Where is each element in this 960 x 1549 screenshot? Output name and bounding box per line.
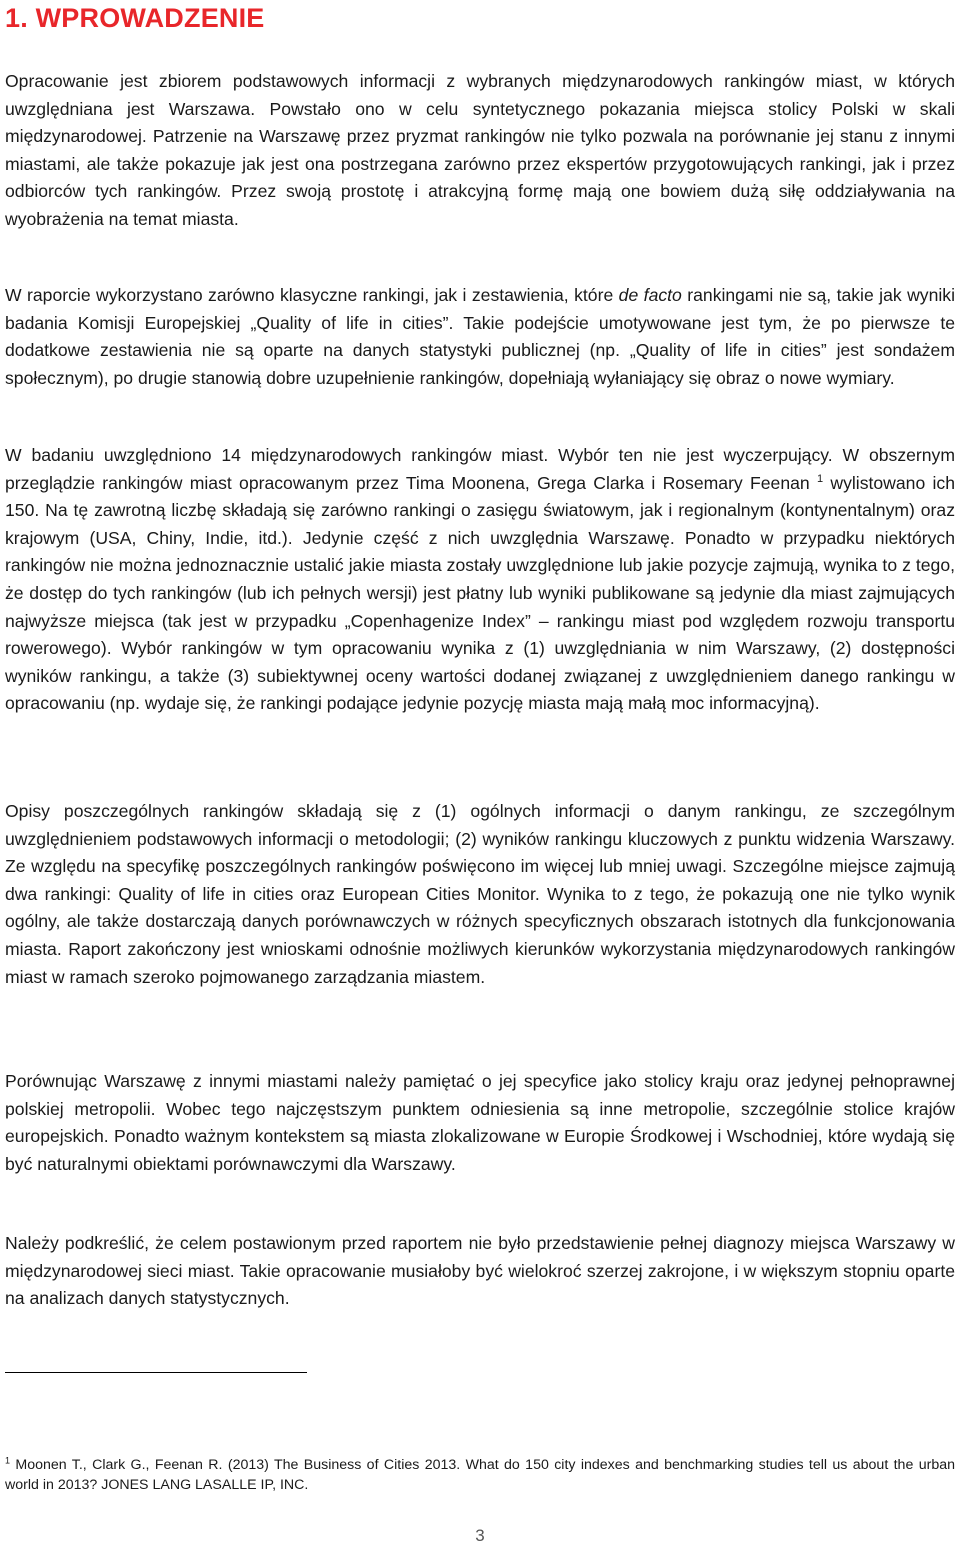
paragraph-text: Należy podkreślić, że celem postawionym przed raportem nie było przedstawienie pełnej diagnozy miejsca Warszawy w międzynarodowej sieci miast. Takie opracowanie musiałoby być wielokroć szerzej zakrojone, i w większym stopniu oparte na analizach danych statystycznych. bbox=[5, 1233, 955, 1309]
paragraph-text: Opisy poszczególnych rankingów składają się z (1) ogólnych informacji o danym rankingu, ze szczególnym uwzględnieniem podstawowych informacji o metodologii; (2) wyników rankingu kluczowych z punktu widzenia Warszawy. Ze względu na specyfikę poszczególnych rankingów poświęcono im więcej lub mniej uwagi. Szczególne miejsce zajmują dwa rankingi: Quality of life in cities oraz European Cities Monitor. Wynika to z tego, że pokazują one nie tylko wynik ogólny, ale także dostarczają danych porównawczych w różnych specyficznych obszarach istotnych dla funkcjonowania miasta. Raport zakończony jest wnioskami odnośnie możliwych kierunków wykorzystania międzynarodowych rankingów miast w ramach szeroko pojmowanego zarządzania miastem. bbox=[5, 801, 955, 987]
paragraph-selection bbox=[5, 442, 955, 718]
paragraph-text-part: rankingami nie są, takie jak wyniki badania Komisji Europejskiej „Quality of life in cities”. Takie podejście umotywowane jest tym, że po pierwsze te dodatkowe zestawienia nie są oparte na danych statystyki publicznej (np. „Quality of life in cities” jest sondażem społecznym), po drugie stanowią dobre uzupełnienie rankingów, dopełniają wyłaniający się obraz o nowe wymiary. bbox=[5, 285, 955, 388]
paragraph-text-part: wylistowano ich 150. Na tę zawrotną liczbę składają się zarówno rankingi o zasięgu światowym, jak i regionalnym (kontynentalnym) oraz krajowym (USA, Chiny, Indie, itd.). Jedynie część z nich uwzględnia Warszawę. Ponadto w przypadku niektórych rankingów nie można jednoznacznie ustalić jakie miasta zostały uwzględnione lub jakie pozycje zajmują, wynika to z tego, że dostęp do tych rankingów (lub ich pełnych wersji) jest płatny lub wyniki publikowane są jedynie dla miast zajmujących najwyższe miejsca (tak jest w przypadku „Copenhagenize Index” – rankingu miast pod względem rozwoju transportu rowerowego). Wybór rankingów w tym opracowaniu wynika z (1) uwzględniania w nim Warszawy, (2) dostępności wyników rankingu, a także (3) subiektywnej oceny wartości dodanej związanej z uwzględnieniem danego rankingu w opracowaniu (np. wydaje się, że rankingi podające jedynie pozycję miasta mają małą moc informacyjną). bbox=[5, 472, 955, 714]
paragraph-intro bbox=[5, 68, 955, 234]
paragraph-text bbox=[5, 282, 955, 392]
footnote-number: 1 bbox=[5, 1455, 11, 1466]
paragraph-text-part: W raporcie wykorzystano zarówno klasyczne rankingi, jak i zestawienia, które bbox=[5, 285, 619, 305]
footnote-reference[interactable]: 1 bbox=[816, 472, 824, 485]
paragraph-text-part: W badaniu uwzględniono 14 międzynarodowych rankingów miast. Wybór ten nie jest wyczerpujący. W obszernym przeglądzie rankingów miast opracowanym przez Tima Moonena, Grega Clarka i Rosemary Feenan bbox=[5, 445, 955, 493]
italic-term: de facto bbox=[618, 285, 682, 305]
section-heading: 1. WPROWADZENIE bbox=[5, 3, 265, 33]
paragraph-text bbox=[5, 442, 955, 718]
footnote-text bbox=[5, 1456, 955, 1495]
footnote-divider bbox=[5, 1372, 307, 1373]
footnote bbox=[5, 1456, 955, 1495]
paragraph-text: Porównując Warszawę z innymi miastami należy pamiętać o jej specyfice jako stolicy kraju oraz jedynej pełnoprawnej polskiej metropolii. Wobec tego najczęstszym punktem odniesienia są inne metropolie, szczególnie stolice krajów europejskich. Ponadto ważnym kontekstem są miasta zlokalizowane w Europie Środkowej i Wschodniej, które wydają się być naturalnymi obiektami porównawczymi dla Warszawy. bbox=[5, 1071, 955, 1174]
paragraph-comparison bbox=[5, 1068, 955, 1178]
paragraph-methodology bbox=[5, 282, 955, 392]
paragraph-scope bbox=[5, 1230, 955, 1313]
paragraph-descriptions bbox=[5, 798, 955, 991]
footnote-citation: Moonen T., Clark G., Feenan R. (2013) The Business of Cities 2013. What do 150 city indexes and benchmarking studies tell us about the urban world in 2013? JONES LANG LASALLE IP, INC. bbox=[5, 1457, 955, 1493]
paragraph-text: Opracowanie jest zbiorem podstawowych informacji z wybranych międzynarodowych rankingów miast, w których uwzględniana jest Warszawa. Powstało ono w celu syntetycznego pokazania miejsca stolicy Polski w skali międzynarodowej. Patrzenie na Warszawę przez pryzmat rankingów nie tylko pozwala na porównanie jej stanu z innymi miastami, ale także pokazuje jak jest ona postrzegana zarówno przez ekspertów przygotowujących rankingi, jak i przez odbiorców tych rankingów. Przez swoją prostotę i atrakcyjną formę mają one bowiem dużą siłę oddziaływania na wyobrażenia na temat miasta. bbox=[5, 71, 955, 229]
page-number: 3 bbox=[475, 1526, 485, 1545]
